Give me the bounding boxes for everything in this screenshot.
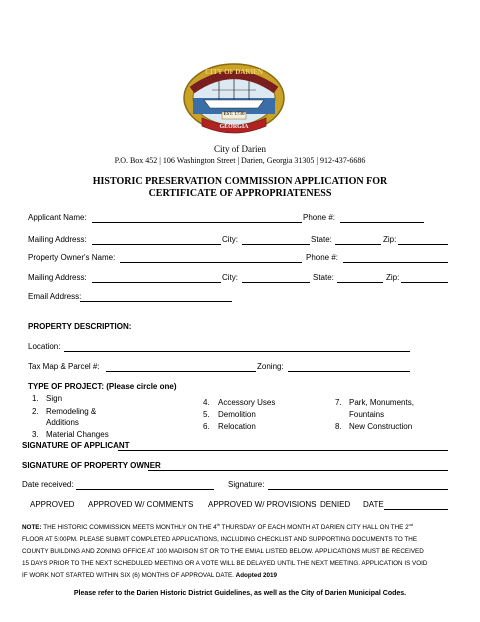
project-option-relocation[interactable]: Relocation	[218, 422, 256, 431]
city-address: P.O. Box 452 | 106 Washington Street | Darien, Georgia 31305 | 912-437-6686	[114, 156, 366, 165]
zoning-label: Zoning:	[257, 362, 284, 371]
approval-approved[interactable]: APPROVED	[30, 500, 75, 509]
project-option-park-monuments[interactable]: Park, Monuments,	[349, 398, 414, 407]
owner-name-field[interactable]	[120, 262, 302, 263]
project-type-heading: TYPE OF PROJECT: (Please circle one)	[28, 382, 177, 391]
staff-signature-field[interactable]	[268, 489, 448, 490]
project-option-remodeling[interactable]: Remodeling &	[46, 407, 97, 416]
applicant-name-field[interactable]	[92, 222, 302, 223]
project-option-remodeling-cont[interactable]: Additions	[46, 418, 79, 427]
project-option-6-num: 6.	[203, 422, 210, 431]
seal-top-text: CITY OF DARIEN	[205, 68, 263, 76]
location-label: Location:	[28, 342, 61, 351]
city-name: City of Darien	[214, 144, 266, 154]
applicant-city-field[interactable]	[242, 244, 310, 245]
owner-state-label: State:	[313, 273, 334, 282]
owner-signature-label: SIGNATURE OF PROPERTY OWNER	[22, 461, 161, 470]
notice-label: NOTE:	[22, 524, 42, 532]
owner-mailing-field[interactable]	[92, 282, 221, 283]
tax-map-field[interactable]	[106, 371, 256, 372]
email-field[interactable]	[80, 301, 232, 302]
applicant-state-label: State:	[311, 235, 332, 244]
approval-denied[interactable]: DENIED	[320, 500, 351, 509]
approval-approved-comments[interactable]: APPROVED W/ COMMENTS	[88, 500, 194, 509]
staff-signature-label: Signature:	[228, 480, 265, 489]
date-received-field[interactable]	[76, 489, 214, 490]
seal-est-text: EST. 1736	[223, 112, 245, 117]
notice-line5: IF WORK NOT STARTED WITHIN SIX (6) MONTHS OF APPROVAL DATE.	[22, 572, 234, 580]
project-option-8-num: 8.	[335, 422, 342, 431]
notice-adopted: Adopted 2019	[235, 572, 277, 580]
tax-map-label: Tax Map & Parcel #:	[28, 362, 100, 371]
project-option-demolition[interactable]: Demolition	[218, 410, 256, 419]
notice-sup-th: th	[216, 522, 220, 527]
email-label: Email Address:	[28, 292, 82, 301]
applicant-phone-label: Phone #:	[303, 213, 336, 222]
zoning-field[interactable]	[288, 371, 410, 372]
owner-city-label: City:	[222, 273, 238, 282]
form-title-line1: HISTORIC PRESERVATION COMMISSION APPLICATION FOR	[92, 176, 388, 187]
project-option-accessory-uses[interactable]: Accessory Uses	[218, 398, 276, 407]
form-title-line2: CERTIFICATE OF APPROPRIATENESS	[148, 188, 332, 199]
city-seal-logo	[174, 60, 294, 140]
applicant-signature-label: SIGNATURE OF APPLICANT	[22, 441, 130, 450]
owner-phone-label: Phone #:	[306, 253, 339, 262]
notice-line2: FLOOR AT 5:00PM. PLEASE SUBMIT COMPLETED APPLICATIONS, INCLUDING CHECKLIST AND SUPPORTING DOCUMENTS TO THE	[22, 536, 418, 544]
date-received-label: Date received:	[22, 480, 74, 489]
owner-city-field[interactable]	[242, 282, 310, 283]
notice-line1a: THE HISTORIC COMMISSION MEETS MONTHLY ON THE 4	[41, 524, 217, 532]
owner-state-field[interactable]	[337, 282, 383, 283]
seal-bottom-text: GEORGIA	[219, 124, 249, 130]
applicant-city-label: City:	[222, 235, 238, 244]
notice-sup-nd: nd	[408, 522, 414, 527]
approval-date-label: DATE	[363, 500, 384, 509]
approval-date-field[interactable]	[384, 509, 448, 510]
notice-line4: 15 DAYS PRIOR TO THE NEXT SCHEDULED MEETING OR A VOTE WILL BE DELAYED UNTIL THE NEXT MEETING. APPLICATION IS VOID	[22, 560, 428, 568]
project-option-5-num: 5.	[203, 410, 210, 419]
project-option-4-num: 4.	[203, 398, 210, 407]
applicant-name-label: Applicant Name:	[28, 213, 87, 222]
project-option-park-monuments-cont[interactable]: Fountains	[349, 410, 385, 419]
applicant-mailing-label: Mailing Address:	[28, 235, 87, 244]
project-option-sign[interactable]: Sign	[46, 394, 63, 403]
project-option-7-num: 7.	[335, 398, 342, 407]
location-field[interactable]	[64, 351, 410, 352]
footer-reference: Please refer to the Darien Historic District Guidelines, as well as the City of Darien Municipal Codes.	[73, 590, 407, 597]
owner-mailing-label: Mailing Address:	[28, 273, 87, 282]
owner-phone-field[interactable]	[343, 262, 448, 263]
owner-signature-field[interactable]	[148, 470, 448, 471]
notice-line1b: THURSDAY OF EACH MONTH AT DARIEN CITY HALL ON THE 2	[220, 524, 409, 532]
applicant-zip-label: Zip:	[383, 235, 397, 244]
applicant-state-field[interactable]	[335, 244, 381, 245]
approval-approved-provisions[interactable]: APPROVED W/ PROVISIONS	[208, 500, 317, 509]
applicant-zip-field[interactable]	[398, 244, 448, 245]
applicant-signature-field[interactable]	[118, 450, 448, 451]
notice-line3: COUNTY BUILDING AND ZONING OFFICE AT 100 MADISON ST OR TO THE EMIAL LISTED BELOW. APPLICATIONS MUST BE RECEIVED	[22, 548, 424, 556]
project-option-3-num: 3.	[32, 430, 39, 439]
notice-paragraph	[22, 519, 462, 582]
property-description-heading: PROPERTY DESCRIPTION:	[28, 322, 132, 331]
project-option-2-num: 2.	[32, 407, 39, 416]
project-option-1-num: 1.	[32, 394, 39, 403]
owner-name-label: Property Owner's Name:	[28, 253, 116, 262]
owner-zip-field[interactable]	[401, 282, 448, 283]
project-option-material-changes[interactable]: Material Changes	[46, 430, 109, 439]
applicant-mailing-field[interactable]	[92, 244, 221, 245]
owner-zip-label: Zip:	[386, 273, 400, 282]
project-option-new-construction[interactable]: New Construction	[349, 422, 413, 431]
applicant-phone-field[interactable]	[340, 222, 424, 223]
